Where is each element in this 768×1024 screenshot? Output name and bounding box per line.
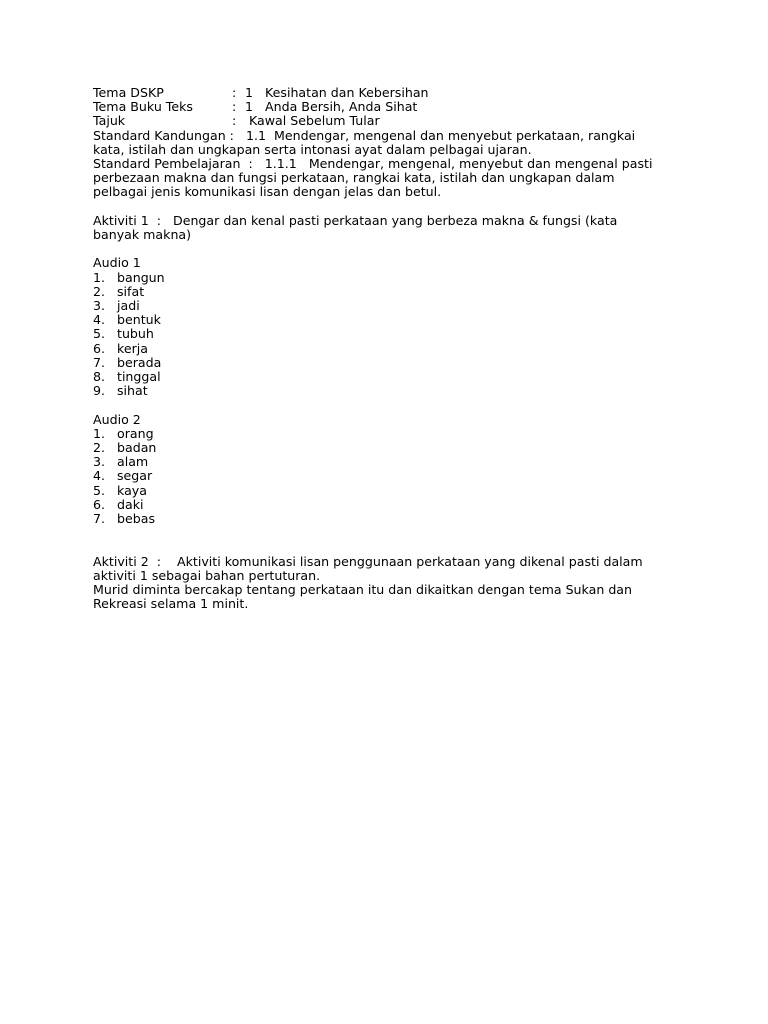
aktiviti-1-line-2: banyak makna) bbox=[93, 227, 192, 243]
list-item bbox=[93, 271, 673, 285]
list-item-word: bangun bbox=[117, 269, 165, 285]
list-item-number: 1. bbox=[93, 269, 106, 285]
spacer bbox=[93, 526, 673, 554]
list-item-word: tinggal bbox=[117, 369, 161, 385]
standard-pembelajaran-line-3: pelbagai jenis komunikasi lisan dengan jelas dan betul. bbox=[93, 184, 442, 200]
aktiviti-1-line-1: Aktiviti 1 : Dengar dan kenal pasti perkataan yang berbeza makna & fungsi (kata bbox=[93, 212, 618, 228]
tema-dskp-colon: : bbox=[232, 85, 237, 100]
list-item-number: 2. bbox=[93, 440, 106, 456]
list-item bbox=[93, 441, 673, 455]
list-item-word: bentuk bbox=[117, 312, 161, 328]
list-item-word: sifat bbox=[117, 283, 145, 299]
list-item-word: jadi bbox=[117, 298, 140, 314]
list-item bbox=[93, 342, 673, 356]
list-item-word: kerja bbox=[117, 340, 148, 356]
standard-kandungan-line-2: kata, istilah dan ungkapan serta intonasi ayat dalam pelbagai ujaran. bbox=[93, 141, 532, 157]
list-item bbox=[93, 299, 673, 313]
list-item-number: 2. bbox=[93, 283, 106, 299]
tema-dskp-number: 1 bbox=[245, 85, 254, 100]
tema-buku-label: Tema Buku Teks bbox=[93, 99, 193, 115]
list-item-number: 4. bbox=[93, 468, 106, 484]
list-item-word: bebas bbox=[117, 511, 156, 527]
document-body bbox=[93, 86, 673, 611]
list-item-number: 6. bbox=[93, 340, 106, 356]
list-item-number: 6. bbox=[93, 496, 106, 512]
standard-pembelajaran-line-2: perbezaan makna dan fungsi perkataan, rangkai kata, istilah dan ungkapan dalam bbox=[93, 170, 615, 186]
list-item-number: 7. bbox=[93, 354, 106, 370]
tema-buku-row bbox=[93, 100, 673, 114]
aktiviti-2-line-2: aktiviti 1 sebagai bahan pertuturan. bbox=[93, 567, 321, 583]
tema-buku-value: Anda Bersih, Anda Sihat bbox=[265, 99, 418, 115]
list-item-word: segar bbox=[117, 468, 153, 484]
list-item-number: 3. bbox=[93, 454, 106, 470]
aktiviti-2-line-1: Aktiviti 2 : Aktiviti komunikasi lisan penggunaan perkataan yang dikenal pasti dalam bbox=[93, 553, 643, 569]
tajuk-label: Tajuk bbox=[93, 113, 126, 129]
audio-2-title: Audio 2 bbox=[93, 411, 141, 427]
list-item-number: 8. bbox=[93, 369, 106, 385]
standard-pembelajaran-line-1: Standard Pembelajaran : 1.1.1 Mendengar, mengenal, menyebut dan mengenal pasti bbox=[93, 156, 653, 172]
list-item bbox=[93, 370, 673, 384]
list-item bbox=[93, 285, 673, 299]
tajuk-colon: : bbox=[232, 113, 237, 129]
audio-2-list bbox=[93, 427, 673, 526]
tema-dskp-row bbox=[93, 86, 673, 100]
list-item bbox=[93, 455, 673, 469]
list-item-word: orang bbox=[117, 425, 154, 441]
list-item-word: kaya bbox=[117, 482, 147, 498]
spacer bbox=[93, 242, 673, 256]
list-item-word: berada bbox=[117, 354, 162, 370]
standard-kandungan-line-1: Standard Kandungan : 1.1 Mendengar, mengenal dan menyebut perkataan, rangkai bbox=[93, 127, 636, 143]
tema-dskp-value: Kesihatan dan Kebersihan bbox=[265, 85, 429, 100]
tema-dskp-label: Tema DSKP bbox=[93, 85, 164, 100]
list-item bbox=[93, 498, 673, 512]
aktiviti-2-line-3: Murid diminta bercakap tentang perkataan itu dan dikaitkan dengan tema Sukan dan bbox=[93, 582, 633, 598]
list-item bbox=[93, 469, 673, 483]
list-item-number: 1. bbox=[93, 425, 106, 441]
tema-buku-number: 1 bbox=[245, 99, 254, 115]
list-item-number: 3. bbox=[93, 298, 106, 314]
list-item-number: 9. bbox=[93, 383, 106, 399]
aktiviti-2-line-4: Rekreasi selama 1 minit. bbox=[93, 596, 249, 612]
list-item-number: 5. bbox=[93, 482, 106, 498]
list-item-word: daki bbox=[117, 496, 144, 512]
list-item bbox=[93, 484, 673, 498]
list-item-word: tubuh bbox=[117, 326, 154, 342]
list-item-word: sihat bbox=[117, 383, 148, 399]
list-item-number: 4. bbox=[93, 312, 106, 328]
list-item-number: 5. bbox=[93, 326, 106, 342]
tema-buku-colon: : bbox=[232, 99, 237, 115]
list-item-word: badan bbox=[117, 440, 157, 456]
audio-1-list bbox=[93, 271, 673, 399]
list-item-number: 7. bbox=[93, 511, 106, 527]
list-item bbox=[93, 327, 673, 341]
list-item bbox=[93, 313, 673, 327]
spacer bbox=[93, 200, 673, 214]
list-item bbox=[93, 356, 673, 370]
tajuk-row bbox=[93, 114, 673, 128]
list-item bbox=[93, 512, 673, 526]
tajuk-value: Kawal Sebelum Tular bbox=[249, 113, 380, 129]
list-item-word: alam bbox=[117, 454, 149, 470]
list-item bbox=[93, 384, 673, 398]
list-item bbox=[93, 427, 673, 441]
spacer bbox=[93, 398, 673, 412]
audio-1-title: Audio 1 bbox=[93, 255, 141, 271]
